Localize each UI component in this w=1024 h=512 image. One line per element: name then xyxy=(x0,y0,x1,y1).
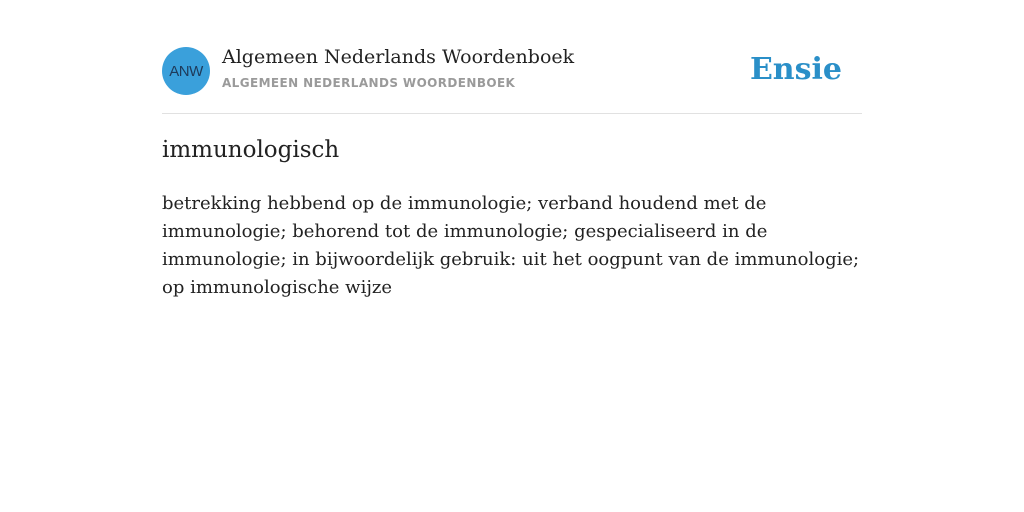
source-logo[interactable] xyxy=(162,47,210,95)
logo-text: ANW xyxy=(169,62,203,80)
source-header xyxy=(162,46,862,96)
source-title[interactable]: Algemeen Nederlands Woordenboek xyxy=(222,46,575,68)
source-subtitle: ALGEMEEN NEDERLANDS WOORDENBOEK xyxy=(222,76,516,90)
brand-logo-link[interactable]: Ensie xyxy=(749,52,842,87)
entry-card xyxy=(162,0,862,512)
headword: immunologisch xyxy=(162,137,340,163)
definition-text: betrekking hebbend op de immunologie; verband houdend met de immunologie; behorend tot de immunologie; gespecialiseerd in de immunologie; in bijwoordelijk gebruik: uit het oogpunt van de immunologie; op immunologische wijze xyxy=(162,193,860,298)
header-divider xyxy=(162,113,862,114)
